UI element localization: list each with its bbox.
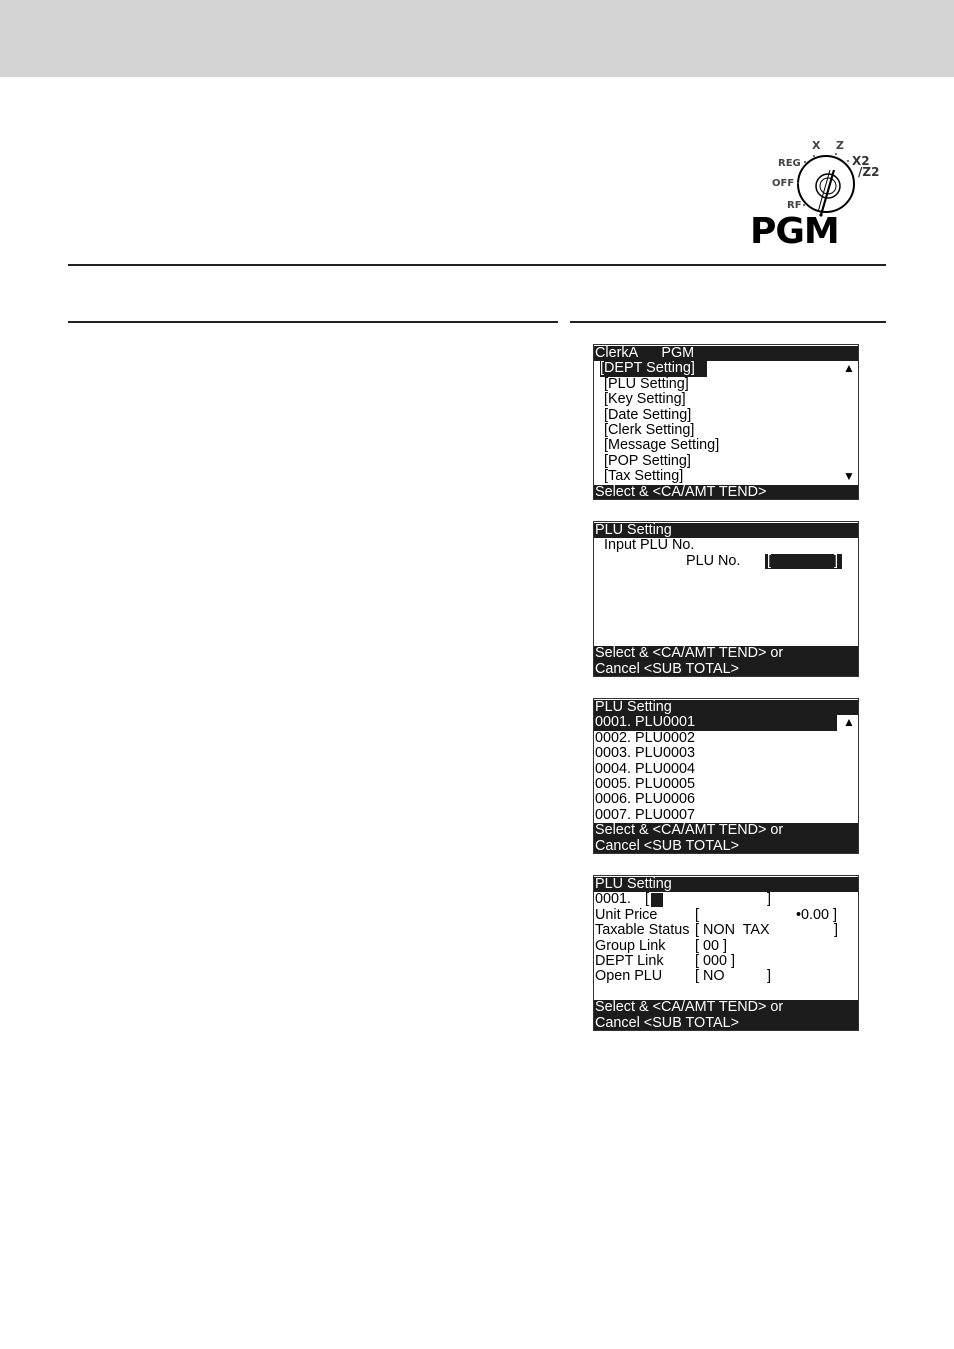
lcd-footer-line1 <box>594 823 858 838</box>
plu-number-input[interactable] <box>765 554 842 569</box>
menu-item-label: [PLU Setting] <box>604 375 689 392</box>
plu-name-field[interactable] <box>594 892 858 907</box>
lcd-header-text: PLU Setting <box>595 876 672 892</box>
dept-link-value: [ 000 ] <box>695 953 736 969</box>
field-bracket-open: [ <box>767 552 771 569</box>
lcd-footer-text: Cancel <SUB TOTAL> <box>595 660 739 677</box>
plu-list-item[interactable] <box>594 792 858 807</box>
field-bracket-open: [ <box>645 891 649 908</box>
taxable-status-field[interactable] <box>594 923 858 938</box>
menu-item-message[interactable] <box>594 438 858 453</box>
field-bracket-close: ] <box>834 552 838 569</box>
lcd-footer-line1 <box>594 1000 858 1015</box>
menu-item-label: [Message Setting] <box>604 437 720 454</box>
plu-list-item[interactable] <box>594 746 858 761</box>
menu-item-label: [Clerk Setting] <box>604 422 695 438</box>
menu-item-label: [Date Setting] <box>604 406 692 423</box>
lcd-header-text: ClerkA PGM <box>595 345 695 361</box>
mode-z-label: Z <box>836 139 844 152</box>
plu-list-item-label: 0001. PLU0001 <box>595 714 696 731</box>
lcd-footer-line2 <box>594 662 858 677</box>
lcd-footer-text: Select & <CA/AMT TEND> or <box>595 999 784 1016</box>
field-bracket-close: ] <box>834 922 838 939</box>
lcd-screen-main-menu <box>593 344 859 500</box>
lcd-header <box>594 700 858 715</box>
lcd-footer-text: Select & <CA/AMT TEND> or <box>595 822 784 839</box>
lcd-header <box>594 346 858 361</box>
lcd-footer-text: Select & <CA/AMT TEND> or <box>595 645 784 662</box>
mode-off-label: OFF <box>772 178 795 189</box>
open-plu-value: [ NO <box>695 968 725 985</box>
procedure-column-rule <box>68 321 558 323</box>
header-band <box>0 0 954 77</box>
lcd-footer-line1 <box>594 646 858 661</box>
lcd-footer-text: Cancel <SUB TOTAL> <box>595 837 739 854</box>
field-bracket-close: ] <box>767 891 771 908</box>
group-link-label: Group Link <box>595 937 666 954</box>
plu-list-item-label: 0006. PLU0006 <box>595 791 696 808</box>
plu-list-item-label: 0003. PLU0003 <box>595 745 696 762</box>
open-plu-field[interactable] <box>594 969 858 984</box>
plu-number-field[interactable] <box>594 554 858 569</box>
menu-item-plu[interactable] <box>594 377 858 392</box>
lcd-header <box>594 877 858 892</box>
plu-list-item-label: 0004. PLU0004 <box>595 760 696 777</box>
plu-list-item-label: 0007. PLU0007 <box>595 806 696 823</box>
lcd-header-text: PLU Setting <box>595 522 672 538</box>
lcd-header-text: PLU Setting <box>595 699 672 715</box>
scroll-up-arrow-icon: ▲ <box>843 361 855 376</box>
taxable-status-value: [ NON TAX <box>695 922 770 939</box>
plu-code: 0001. <box>595 891 632 908</box>
mode-rf-label: RF <box>787 200 802 211</box>
plu-list-item[interactable] <box>594 808 858 823</box>
lcd-header <box>594 523 858 538</box>
plu-list-item[interactable] <box>594 762 858 777</box>
plu-number-label: PLU No. <box>686 552 741 569</box>
menu-item-tax[interactable] <box>594 469 858 484</box>
plu-list-item[interactable] <box>594 777 858 792</box>
menu-item-clerk[interactable] <box>594 423 858 438</box>
plu-list-item-selected[interactable] <box>594 715 858 730</box>
mode-title: PGM <box>750 211 839 252</box>
prompt-text: Input PLU No. <box>604 537 695 554</box>
taxable-status-label: Taxable Status <box>595 922 690 939</box>
menu-item-label: [Tax Setting] <box>604 468 684 485</box>
plu-list-item[interactable] <box>594 731 858 746</box>
unit-price-label: Unit Price <box>595 906 658 923</box>
scroll-down-arrow-icon: ▼ <box>843 469 855 484</box>
menu-item-label: [POP Setting] <box>604 452 691 469</box>
field-bracket-close: ] <box>767 968 771 985</box>
menu-item-label: [Key Setting] <box>604 391 686 408</box>
lcd-footer-line2 <box>594 1016 858 1031</box>
lcd-footer-text: Cancel <SUB TOTAL> <box>595 1014 739 1031</box>
menu-item-date[interactable] <box>594 408 858 423</box>
lcd-footer <box>594 485 858 500</box>
group-link-value: [ 00 ] <box>695 937 727 954</box>
section-divider <box>68 264 886 266</box>
lcd-screen-plu-list <box>593 698 859 854</box>
scroll-up-arrow-icon: ▲ <box>843 715 855 730</box>
unit-price-value: •0.00 ] <box>796 906 838 923</box>
open-plu-label: Open PLU <box>595 968 663 985</box>
text-cursor <box>651 893 663 907</box>
display-column-rule <box>570 321 886 323</box>
menu-item-key[interactable] <box>594 392 858 407</box>
menu-item-dept[interactable] <box>594 361 858 376</box>
plu-list-item-label: 0005. PLU0005 <box>595 776 696 792</box>
menu-item-label: [DEPT Setting] <box>600 361 707 376</box>
plu-input-prompt <box>594 538 858 553</box>
plu-list-item-label: 0002. PLU0002 <box>595 729 696 746</box>
menu-item-pop[interactable] <box>594 454 858 469</box>
dept-link-label: DEPT Link <box>595 953 664 969</box>
mode-x-label: X <box>812 139 821 152</box>
lcd-footer-text: Select & <CA/AMT TEND> <box>595 483 767 500</box>
group-link-field[interactable] <box>594 939 858 954</box>
unit-price-field[interactable] <box>594 908 858 923</box>
dept-link-field[interactable] <box>594 954 858 969</box>
lcd-screen-plu-input <box>593 521 859 677</box>
lcd-footer-line2 <box>594 839 858 854</box>
field-bracket-open: [ <box>695 906 699 923</box>
lcd-screen-plu-detail <box>593 875 859 1031</box>
mode-reg-label: REG <box>778 158 801 169</box>
mode-x2-label: X2 <box>852 154 870 168</box>
mode-z2-label: /Z2 <box>858 165 880 179</box>
